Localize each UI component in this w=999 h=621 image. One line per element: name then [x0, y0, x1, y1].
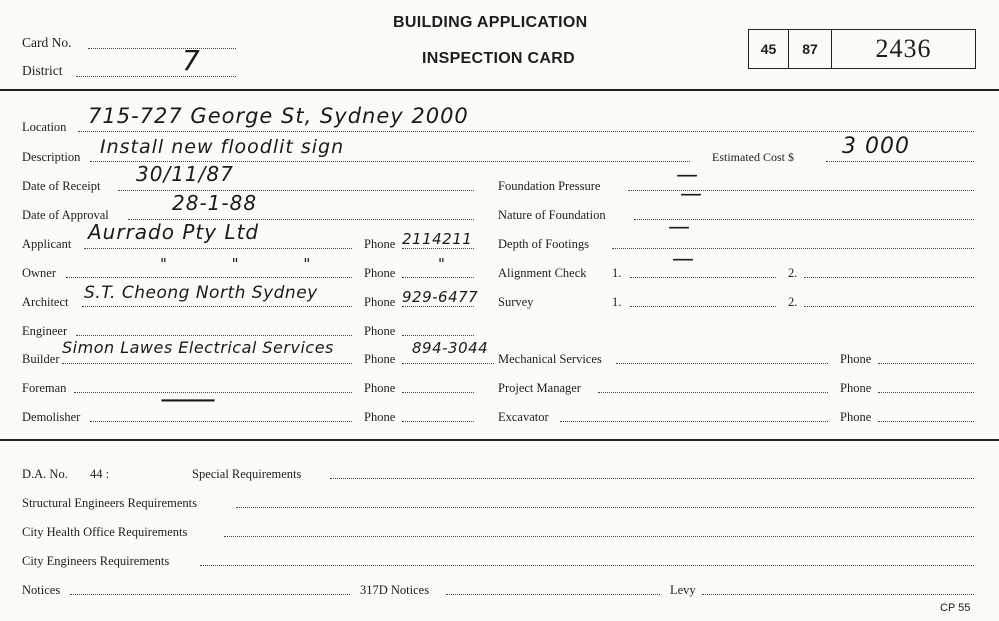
- owner-phone-value: ": [438, 255, 446, 273]
- depth-footings-value: —: [668, 215, 691, 240]
- mechanical-services-label: Mechanical Services: [498, 352, 602, 366]
- foreman-phone-label: Phone: [364, 381, 396, 395]
- owner-phone-label: Phone: [364, 266, 396, 280]
- header-divider: [0, 89, 999, 91]
- demolisher-phone-label: Phone: [364, 410, 396, 424]
- alignment-check-num-2: 2.: [788, 266, 798, 280]
- notices-label: Notices: [22, 583, 61, 597]
- date-receipt-value: 30/11/87: [136, 162, 234, 186]
- card-number-box: [748, 29, 976, 69]
- card-box-a: 45: [749, 30, 789, 68]
- form-code: CP 55: [940, 602, 971, 614]
- depth-footings-label: Depth of Footings: [498, 237, 589, 251]
- architect-phone-value: 929-6477: [402, 288, 479, 306]
- title-line-2: INSPECTION CARD: [422, 50, 575, 67]
- description-value: Install new floodlit sign: [100, 136, 345, 158]
- architect-label: Architect: [22, 295, 69, 309]
- architect-value: S.T. Cheong North Sydney: [84, 283, 318, 303]
- title-line-1: BUILDING APPLICATION: [393, 14, 588, 31]
- engineer-label: Engineer: [22, 324, 68, 338]
- builder-phone-label: Phone: [364, 352, 396, 366]
- special-requirements-label: Special Requirements: [192, 467, 302, 481]
- builder-label: Builder: [22, 352, 60, 366]
- levy-label: Levy: [670, 583, 696, 597]
- foundation-pressure-label: Foundation Pressure: [498, 179, 601, 193]
- card-number: 2436: [875, 34, 932, 63]
- da-no-value: 44 :: [90, 467, 110, 481]
- date-approval-label: Date of Approval: [22, 208, 109, 222]
- da-no-label: D.A. No.: [22, 467, 68, 481]
- survey-label: Survey: [498, 295, 534, 309]
- applicant-label: Applicant: [22, 237, 72, 251]
- card-no-label: Card No.: [22, 35, 72, 50]
- district-label: District: [22, 63, 63, 78]
- builder-phone-value: 894-3044: [412, 339, 489, 357]
- notices-317d-label: 317D Notices: [360, 583, 430, 597]
- applicant-value: Aurrado Pty Ltd: [88, 220, 260, 244]
- survey-num-2: 2.: [788, 295, 798, 309]
- district-value: 7: [182, 44, 201, 77]
- nature-foundation-label: Nature of Foundation: [498, 208, 606, 222]
- owner-label: Owner: [22, 266, 57, 280]
- alignment-check-num-1: 1.: [612, 266, 622, 280]
- mechanical-phone-label: Phone: [840, 352, 872, 366]
- section-divider: [0, 439, 999, 441]
- description-label: Description: [22, 150, 81, 164]
- foreman-label: Foreman: [22, 381, 67, 395]
- demolisher-label: Demolisher: [22, 410, 81, 424]
- location-label: Location: [22, 120, 67, 134]
- date-approval-value: 28-1-88: [172, 191, 258, 215]
- excavator-label: Excavator: [498, 410, 549, 424]
- applicant-phone-label: Phone: [364, 237, 396, 251]
- architect-phone-label: Phone: [364, 295, 396, 309]
- date-receipt-label: Date of Receipt: [22, 179, 101, 193]
- survey-num-1: 1.: [612, 295, 622, 309]
- demolisher-value: ——: [160, 382, 212, 417]
- project-manager-phone-label: Phone: [840, 381, 872, 395]
- applicant-phone-value: 2114211: [402, 230, 473, 248]
- excavator-phone-label: Phone: [840, 410, 872, 424]
- engineer-phone-label: Phone: [364, 324, 396, 338]
- engineers-requirements-label: City Engineers Requirements: [22, 554, 170, 568]
- location-value: 715-727 George St, Sydney 2000: [88, 104, 469, 128]
- foundation-pressure-value: —: [676, 163, 699, 188]
- project-manager-label: Project Manager: [498, 381, 581, 395]
- structural-requirements-label: Structural Engineers Requirements: [22, 496, 197, 510]
- alignment-check-label: Alignment Check: [498, 266, 587, 280]
- card-box-b: 87: [789, 30, 832, 68]
- estimated-cost-value: 3 000: [842, 134, 910, 159]
- nature-foundation-value: —: [680, 182, 703, 207]
- health-requirements-label: City Health Office Requirements: [22, 525, 188, 539]
- builder-value: Simon Lawes Electrical Services: [62, 338, 334, 357]
- alignment-check-value: —: [672, 247, 695, 272]
- estimated-cost-label: Estimated Cost $: [712, 150, 794, 164]
- owner-value: " " ": [160, 255, 341, 273]
